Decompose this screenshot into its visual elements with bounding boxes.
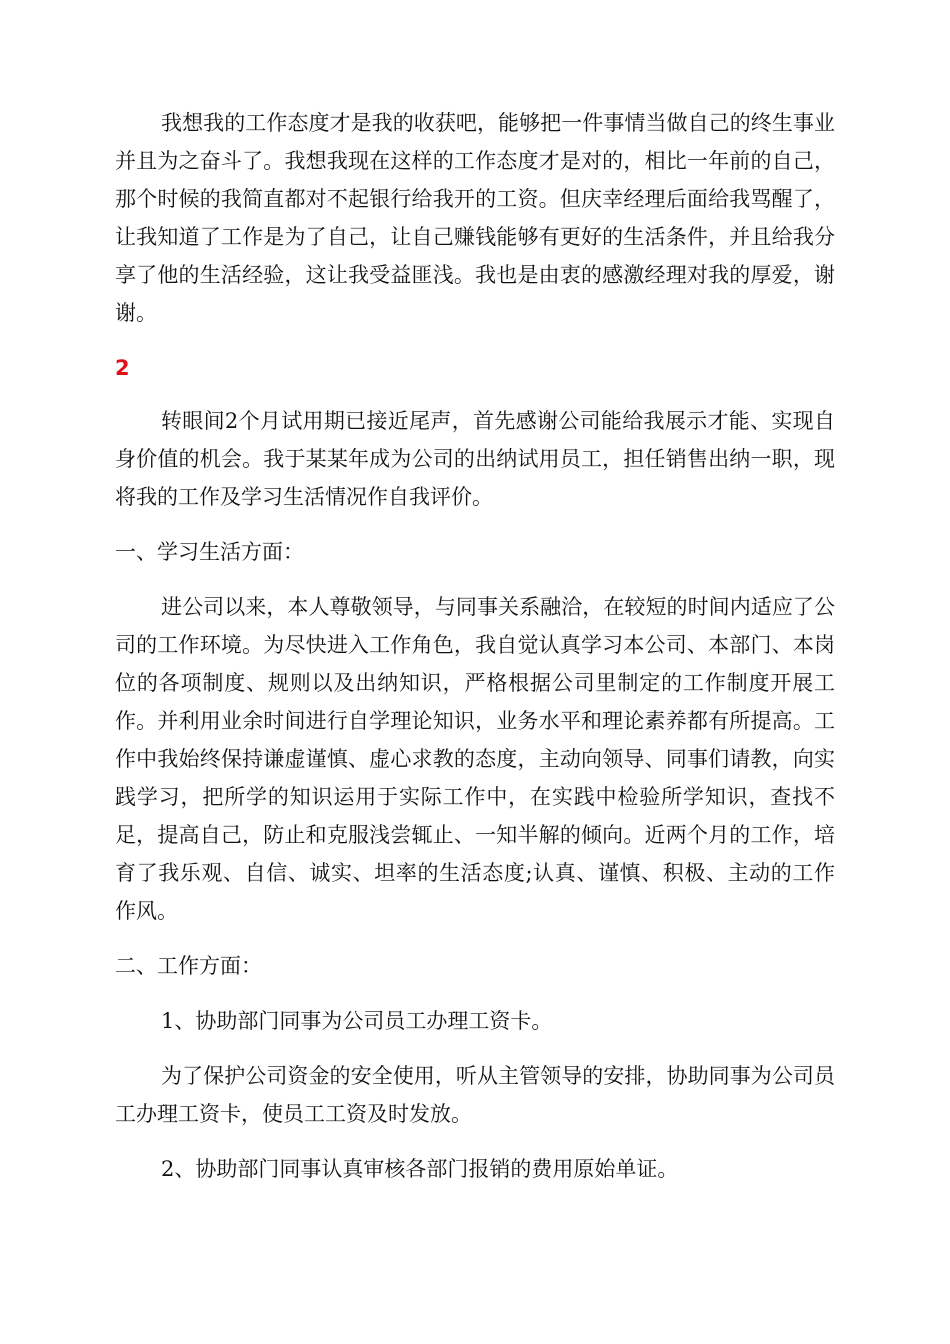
section-number: 2 (115, 356, 130, 380)
paragraph-probation-intro: 转眼间2个月试用期已接近尾声，首先感谢公司能给我展示才能、实现自身价值的机会。我于某某年成为公司的出纳试用员工，担任销售出纳一职，现将我的工作及学习生活情况作自我评价。 (115, 409, 835, 509)
list-item-payroll-card: 1、协助部门同事为公司员工办理工资卡。 (161, 1009, 553, 1033)
heading-study-life: 一、学习生活方面： (115, 540, 304, 564)
document-page (115, 104, 835, 1205)
list-item-expense-review: 2、协助部门同事认真审核各部门报销的费用原始单证。 (161, 1157, 679, 1181)
paragraph-payroll-card: 为了保护公司资金的安全使用，听从主管领导的安排，协助同事为公司员工办理工资卡，使员工工资及时发放。 (115, 1064, 835, 1126)
heading-work: 二、工作方面： (115, 954, 262, 978)
paragraph-study-life: 进公司以来，本人尊敬领导，与同事关系融洽，在较短的时间内适应了公司的工作环境。为尽快进入工作角色，我自觉认真学习本公司、本部门、本岗位的各项制度、规则以及出纳知识，严格根据公司里制定的工作制度开展工作。并利用业余时间进行自学理论知识，业务水平和理论素养都有所提高。工作中我始终保持谦虚谨慎、虚心求教的态度，主动向领导、同事们请教，向实践学习，把所学的知识运用于实际工作中，在实践中检验所学知识，查找不足，提高自己，防止和克服浅尝辄止、一知半解的倾向。近两个月的工作，培育了我乐观、自信、诚实、坦率的生活态度;认真、谨慎、积极、主动的工作作风。 (115, 595, 835, 923)
paragraph-work-attitude: 我想我的工作态度才是我的收获吧，能够把一件事情当做自己的终生事业并且为之奋斗了。我想我现在这样的工作态度才是对的，相比一年前的自己，那个时候的我简直都对不起银行给我开的工资。但庆幸经理后面给我骂醒了，让我知道了工作是为了自己，让自己赚钱能够有更好的生活条件，并且给我分享了他的生活经验，这让我受益匪浅。我也是由衷的感激经理对我的厚爱，谢谢。 (115, 111, 835, 325)
